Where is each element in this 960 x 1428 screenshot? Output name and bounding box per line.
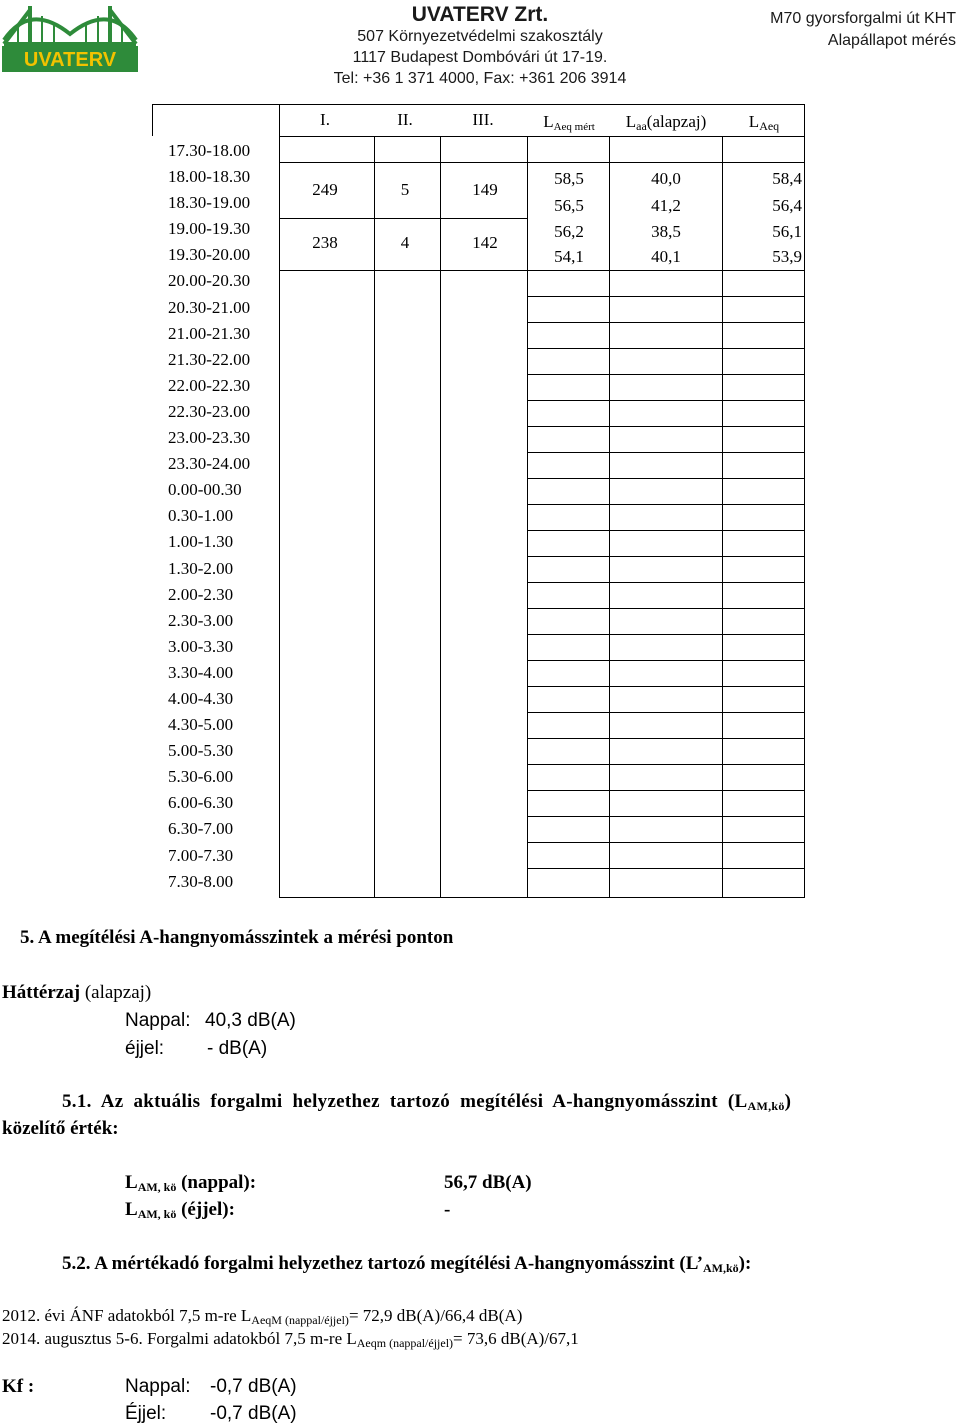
- hatterzaj-heading: Háttérzaj (alapzaj): [2, 982, 152, 1003]
- traffic-1-c2: 5: [400, 180, 410, 199]
- level-row-3-mert: 56,2: [554, 222, 584, 241]
- col-header-laeq-mert: $L_{Aeq mért}$: [543, 112, 595, 133]
- lam-nappal-label: $L_{AM, kö}$ (nappal):: [125, 1172, 257, 1194]
- hatterzaj-nappal-label: Nappal:: [125, 1010, 191, 1031]
- time-interval-cell: 22.30-23.00: [168, 401, 251, 421]
- time-interval-cell: 6.30-7.00: [168, 819, 234, 839]
- time-interval-cell: 1.30-2.00: [168, 558, 234, 578]
- time-interval-cell: 1.00-1.30: [168, 532, 234, 552]
- col-header-laeq: $L_{Aeq}$: [748, 112, 780, 133]
- level-row-1-alap: 40,0: [651, 169, 681, 188]
- time-interval-cell: 4.30-5.00: [168, 715, 234, 735]
- hatterzaj-ejjel-value: - dB(A): [207, 1038, 268, 1059]
- level-row-4-laeq: 53,9: [772, 247, 802, 266]
- traffic-2014-line: 2014. augusztus 5-6. Forgalmi adatokból 7,5 m-re $L_{Aeqm (nappal/éjjel)}= 73,6$ dB(A)/67,1: [2, 1329, 579, 1350]
- time-interval-cell: 18.30-19.00: [168, 193, 251, 213]
- level-row-2-laeq: 56,4: [772, 196, 802, 215]
- level-row-1-laeq: 58,4: [772, 169, 802, 188]
- logo-text: UVATERV: [23, 49, 117, 71]
- traffic-2-c3: 142: [472, 233, 498, 252]
- level-row-3-laeq: 56,1: [772, 222, 802, 241]
- time-interval-cell: 5.30-6.00: [168, 767, 234, 787]
- col-header-ii: II.: [397, 110, 413, 129]
- time-interval-cell: 23.30-24.00: [168, 454, 251, 474]
- department: 507 Környezetvédelmi szakosztály: [357, 28, 603, 45]
- hatterzaj-ejjel-label: éjjel:: [125, 1038, 165, 1059]
- project-name: M70 gyorsforgalmi út KHT: [770, 10, 956, 27]
- time-interval-cell: 18.00-18.30: [168, 167, 251, 187]
- lam-nappal-value: 56,7 dB(A): [444, 1172, 532, 1193]
- level-row-4-mert: 54,1: [554, 247, 584, 266]
- time-interval-cell: 20.30-21.00: [168, 297, 251, 317]
- level-row-2-alap: 41,2: [651, 196, 681, 215]
- col-header-laa: $L_{aa}(alapzaj)$: [625, 112, 707, 133]
- kf-nappal-value: -0,7 dB(A): [210, 1376, 297, 1397]
- time-interval-cell: 7.00-7.30: [168, 845, 234, 865]
- time-interval-cell: 21.00-21.30: [168, 323, 251, 343]
- time-interval-cell: 19.30-20.00: [168, 245, 251, 265]
- time-interval-column: [150, 138, 280, 895]
- lam-ejjel-label: $L_{AM, kö}$ (éjjel):: [125, 1199, 235, 1221]
- time-interval-cell: 6.00-6.30: [168, 793, 234, 813]
- doc-type: Alapállapot mérés: [827, 32, 956, 49]
- kf-label: Kf :: [2, 1376, 35, 1397]
- time-interval-cell: 19.00-19.30: [168, 219, 251, 239]
- time-interval-cell: 23.00-23.30: [168, 428, 251, 448]
- kf-nappal-label: Nappal:: [125, 1376, 191, 1397]
- time-interval-cell: 7.30-8.00: [168, 871, 234, 891]
- time-interval-cell: 2.00-2.30: [168, 584, 234, 604]
- traffic-1-c1: 249: [312, 180, 338, 199]
- company-name: UVATERV Zrt.: [411, 3, 549, 26]
- lam-ejjel-value: -: [444, 1199, 451, 1220]
- phone: Tel: +36 1 371 4000, Fax: +361 206 3914: [333, 70, 627, 87]
- kf-ejjel-label: Éjjel:: [125, 1403, 167, 1424]
- level-row-2-mert: 56,5: [554, 196, 584, 215]
- traffic-2-c1: 238: [312, 233, 338, 252]
- section-5-1-title-line2: közelítő érték:: [2, 1118, 119, 1139]
- time-interval-cell: 3.00-3.30: [168, 636, 234, 656]
- time-interval-cell: 3.30-4.00: [168, 662, 234, 682]
- time-interval-cell: 0.00-00.30: [168, 480, 242, 500]
- time-interval-cell: 0.30-1.00: [168, 506, 234, 526]
- time-interval-cell: 17.30-18.00: [168, 141, 251, 160]
- level-row-3-alap: 38,5: [651, 222, 681, 241]
- col-header-i: I.: [320, 110, 330, 129]
- kf-ejjel-value: -0,7 dB(A): [210, 1403, 297, 1424]
- time-interval-cell: 5.00-5.30: [168, 741, 234, 761]
- level-row-4-alap: 40,1: [651, 247, 681, 266]
- section-5-2-title: 5.2. A mértékadó forgalmi helyzethez tartozó megítélési A-hangnyomásszint $(L’_{AM,kö})$:: [62, 1253, 752, 1275]
- time-interval-cell: 21.30-22.00: [168, 349, 251, 369]
- traffic-1-c3: 149: [472, 180, 498, 199]
- address: 1117 Budapest Dombóvári út 17-19.: [352, 49, 608, 66]
- section-5-1-title: 5.1. Az aktuális forgalmi helyzethez tartozó megítélési A-hangnyomásszint $(L_{AM,kö})$: [62, 1091, 792, 1113]
- anf-2012-line: 2012. évi ÁNF adatokból 7,5 m-re $L_{AeqM (nappal/éjjel)}= 72,9$ dB(A)/66,4 dB(A): [2, 1306, 523, 1327]
- level-row-1-mert: 58,5: [554, 169, 584, 188]
- hatterzaj-nappal-value: 40,3 dB(A): [205, 1010, 296, 1031]
- time-interval-cell: 20.00-20.30: [168, 271, 251, 291]
- section-5-title: 5. A megítélési A-hangnyomásszintek a mérési ponton: [20, 927, 454, 948]
- time-interval-cell: 22.00-22.30: [168, 375, 251, 395]
- time-interval-cell: 2.30-3.00: [168, 610, 234, 630]
- traffic-2-c2: 4: [400, 233, 410, 252]
- col-header-iii: III.: [472, 110, 494, 129]
- time-interval-cell: 4.00-4.30: [168, 688, 234, 708]
